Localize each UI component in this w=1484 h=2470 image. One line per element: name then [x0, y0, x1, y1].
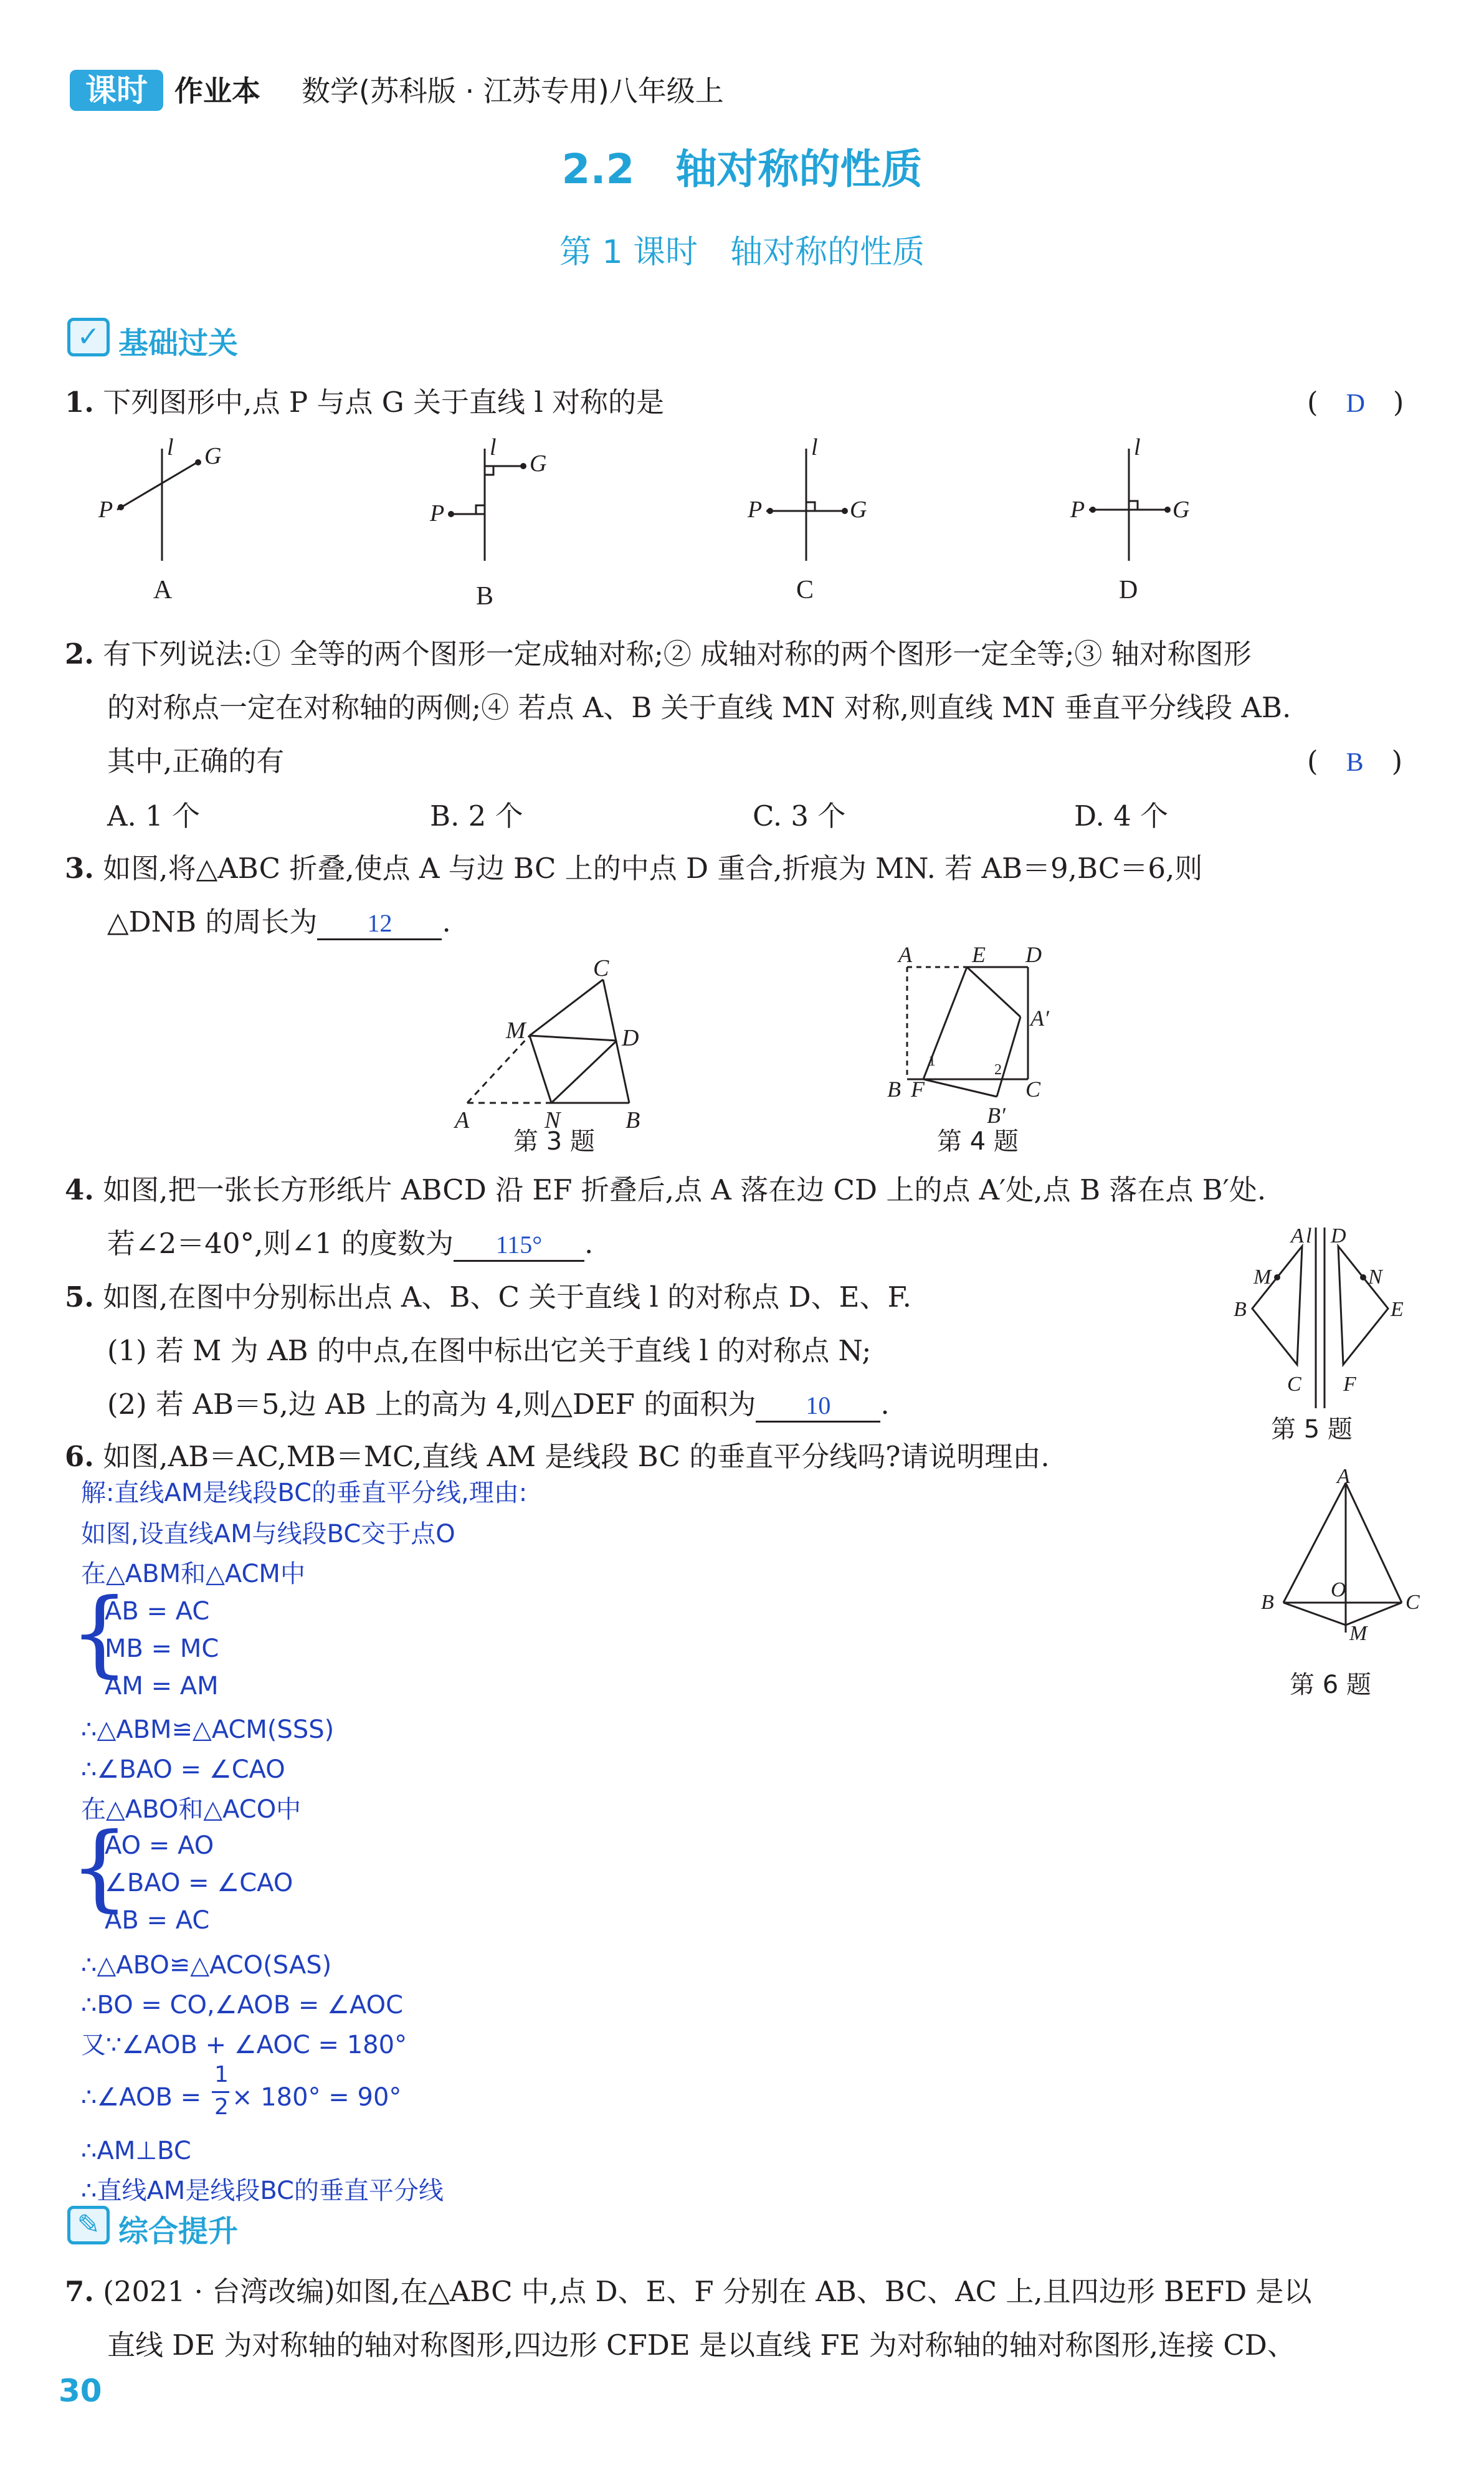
q4-text-1: 如图,把一张长方形纸片 ABCD 沿 EF 折叠后,点 A 落在边 CD 上的点 A′处,点 B 落在点 B′处.: [103, 1173, 1267, 1206]
q1-b-right-angle: [485, 466, 493, 475]
svg-text:1: 1: [928, 1053, 936, 1069]
q4-figure: [872, 941, 1084, 1128]
svg-text:C: C: [593, 955, 609, 981]
svg-text:P: P: [1070, 497, 1085, 523]
svg-text:B: B: [887, 1077, 901, 1102]
q1-option-a: A: [153, 576, 173, 604]
q6-figure: [1246, 1464, 1420, 1651]
svg-text:2: 2: [994, 1062, 1002, 1078]
pencil-icon: ✎: [67, 2206, 110, 2244]
q7-text-1: (2021 · 台湾改编)如图,在△ABC 中,点 D、E、F 分别在 AB、BC、AC 上,且四边形 BEFD 是以: [103, 2275, 1312, 2308]
q1-answer: D: [1346, 389, 1365, 418]
svg-text:P: P: [430, 500, 445, 527]
q6-sol-20: ∴直线AM是线段BC的垂直平分线: [81, 2177, 444, 2205]
page-number: 30: [59, 2373, 102, 2409]
q2-option-a: A. 1 个: [107, 799, 201, 832]
svg-text:A: A: [898, 942, 912, 967]
svg-text:M: M: [1349, 1622, 1367, 1645]
q6-sol-4: MB = MC: [105, 1634, 219, 1663]
q4-answer: 115°: [454, 1230, 584, 1262]
svg-text:B: B: [1261, 1591, 1274, 1614]
q6-sol-1: 如图,设直线AM与线段BC交于点O: [81, 1520, 455, 1548]
q3-text-1: 如图,将△ABC 折叠,使点 A 与边 BC 上的中点 D 重合,折痕为 MN. 若 AB＝9,BC＝6,则: [103, 852, 1203, 885]
q5-sub2: [107, 1386, 890, 1423]
q6-sol-0: 解:直线AM是线段BC的垂直平分线,理由:: [81, 1479, 528, 1507]
q6-sol-3: AB = AC: [105, 1597, 210, 1626]
q6-brace-1: {: [70, 1579, 130, 1687]
q4-caption: 第 4 题: [937, 1127, 1019, 1156]
svg-text:A: A: [455, 1107, 470, 1133]
svg-text:O: O: [1331, 1578, 1346, 1601]
svg-text:N: N: [545, 1107, 561, 1133]
q6-brace-2: {: [70, 1813, 130, 1922]
q2-line3: 其中,正确的有: [107, 745, 285, 778]
svg-text:C: C: [1287, 1373, 1301, 1396]
svg-text:A: A: [1291, 1224, 1304, 1247]
q1-option-c: C: [796, 576, 814, 604]
svg-text:P: P: [748, 497, 763, 523]
q5-caption: 第 5 题: [1271, 1415, 1353, 1444]
q6-sol-14: 又∵∠AOB + ∠AOC = 180°: [81, 2031, 407, 2059]
q6-sol-5: AM = AM: [105, 1672, 219, 1700]
svg-text:G: G: [204, 443, 222, 469]
q5-number: 5.: [65, 1280, 94, 1314]
q7-line2: 直线 DE 为对称轴的轴对称图形,四边形 CFDE 是以直线 FE 为对称轴的轴对称图形,连接 CD、: [107, 2329, 1295, 2362]
q1-stem: [65, 384, 664, 421]
q2-option-d: D. 4 个: [1074, 799, 1169, 832]
q5-text-sub2: (2) 若 AB＝5,边 AB 上的高为 4,则△DEF 的面积为: [107, 1388, 756, 1421]
q6-sol-15: ∴∠AOB =: [81, 2083, 202, 2112]
svg-text:F: F: [1343, 1373, 1356, 1396]
q4-line1: [65, 1171, 1266, 1209]
svg-text:E: E: [1391, 1298, 1404, 1321]
section-basic: 基础过关: [118, 326, 239, 361]
q6-sol-11: AB = AC: [105, 1906, 210, 1935]
q6-sol-frac-den: 2: [214, 2094, 229, 2120]
svg-text:C: C: [1025, 1077, 1041, 1102]
svg-text:A: A: [1337, 1465, 1350, 1488]
q3-period: .: [442, 905, 451, 938]
svg-text:l: l: [811, 436, 818, 460]
q1-option-d: D: [1119, 576, 1138, 604]
q2-line1: [65, 636, 1252, 673]
book-subtitle: 数学(苏科版 · 江苏专用)八年级上: [302, 74, 724, 108]
svg-text:B′: B′: [987, 1103, 1006, 1128]
q2-option-c: C. 3 个: [753, 799, 846, 832]
svg-text:B: B: [625, 1107, 640, 1133]
q6-sol-6: ∴△ABM≌△ACM(SSS): [81, 1715, 335, 1744]
svg-text:E: E: [972, 942, 986, 967]
q2-answer-bracket: ( B ): [1307, 745, 1403, 778]
svg-text:D: D: [1331, 1224, 1346, 1247]
q3-line2: [107, 904, 451, 941]
q4-number: 4.: [65, 1173, 94, 1206]
q5-sub1: (1) 若 M 为 AB 的中点,在图中标出它关于直线 l 的对称点 N;: [107, 1334, 872, 1367]
q6-sol-13: ∴BO = CO,∠AOB = ∠AOC: [81, 1991, 404, 2019]
q1-number: 1.: [65, 386, 94, 419]
book-name: 作业本: [174, 74, 260, 108]
q6-sol-18: × 180° = 90°: [232, 2083, 402, 2112]
svg-text:F: F: [911, 1077, 925, 1102]
q7-number: 7.: [65, 2275, 94, 2308]
check-icon: ✓: [67, 318, 110, 356]
q5-answer: 10: [756, 1391, 880, 1423]
svg-text:D: D: [1025, 942, 1042, 967]
q6-sol-frac-num: 1: [214, 2062, 229, 2087]
q2-answer: B: [1346, 748, 1364, 777]
q2-line2: 的对称点一定在对称轴的两侧;④ 若点 A、B 关于直线 MN 对称,则直线 MN 垂直平分线段 AB.: [107, 691, 1291, 724]
q6-sol-8: 在△ABO和△ACO中: [81, 1795, 302, 1824]
q3-figure: [449, 953, 673, 1140]
q1-a-segment: [117, 461, 199, 510]
lesson-title: 第 1 课时 轴对称的性质: [559, 234, 925, 271]
q2-option-b: B. 2 个: [430, 799, 523, 832]
q3-text-2: △DNB 的周长为: [107, 905, 318, 938]
q1-answer-bracket: ( D ): [1307, 386, 1404, 419]
q6-caption: 第 6 题: [1290, 1671, 1371, 1699]
q6-sol-9: AO = AO: [105, 1831, 214, 1860]
svg-text:A′: A′: [1030, 1006, 1049, 1031]
svg-text:M: M: [1253, 1266, 1272, 1289]
svg-text:G: G: [850, 497, 867, 523]
q3-number: 3.: [65, 852, 94, 885]
q3-answer: 12: [317, 908, 442, 940]
q6-sol-7: ∴∠BAO = ∠CAO: [81, 1755, 285, 1784]
q5-text-1: 如图,在图中分别标出点 A、B、C 关于直线 l 的对称点 D、E、F.: [103, 1280, 911, 1314]
svg-text:G: G: [1172, 497, 1190, 523]
svg-text:D: D: [622, 1025, 639, 1051]
q6-stem: [65, 1438, 1050, 1476]
q6-text: 如图,AB＝AC,MB＝MC,直线 AM 是线段 BC 的垂直平分线吗?请说明理由.: [103, 1440, 1050, 1473]
q6-sol-10: ∠BAO = ∠CAO: [105, 1869, 293, 1897]
q1-figures: [93, 436, 1246, 617]
series-logo: 课时: [70, 70, 163, 111]
svg-text:C: C: [1406, 1591, 1420, 1614]
q1-option-b: B: [476, 582, 494, 611]
q4-text-2: 若∠2＝40°,则∠1 的度数为: [107, 1227, 454, 1260]
svg-text:N: N: [1368, 1266, 1382, 1289]
svg-text:l: l: [167, 436, 174, 460]
svg-text:P: P: [98, 497, 113, 523]
q7-line1: [65, 2273, 1312, 2310]
q3-line1: [65, 850, 1202, 887]
q5-line1: [65, 1279, 911, 1316]
q5-figure: [1221, 1221, 1427, 1421]
q3-caption: 第 3 题: [513, 1127, 595, 1156]
section-title: 2.2 轴对称的性质: [561, 145, 923, 193]
svg-text:l: l: [490, 436, 497, 460]
svg-text:l: l: [1134, 436, 1141, 460]
q1-c-right-angle: [806, 502, 815, 511]
q4-period: .: [584, 1227, 594, 1260]
q1-d-right-angle: [1129, 501, 1138, 510]
q1-b-right-angle-2: [476, 505, 485, 514]
q6-sol-2: 在△ABM和△ACM中: [81, 1560, 305, 1588]
q6-number: 6.: [65, 1440, 94, 1473]
q6-sol-19: ∴AM⊥BC: [81, 2137, 191, 2165]
q1-text: 下列图形中,点 P 与点 G 关于直线 l 对称的是: [103, 386, 665, 419]
q6-sol-12: ∴△ABO≌△ACO(SAS): [81, 1951, 332, 1980]
q6-sol-frac-bar: [212, 2091, 229, 2093]
q5-period: .: [880, 1388, 890, 1421]
q2-number: 2.: [65, 637, 94, 670]
section-advanced: 综合提升: [118, 2214, 239, 2249]
svg-text:B: B: [1234, 1298, 1247, 1321]
svg-text:M: M: [506, 1018, 526, 1044]
q4-line2: [107, 1225, 593, 1262]
svg-text:l: l: [1306, 1224, 1312, 1247]
q2-text-1: 有下列说法:① 全等的两个图形一定成轴对称;② 成轴对称的两个图形一定全等;③ 轴对称图形: [103, 637, 1252, 670]
svg-text:G: G: [530, 451, 547, 477]
